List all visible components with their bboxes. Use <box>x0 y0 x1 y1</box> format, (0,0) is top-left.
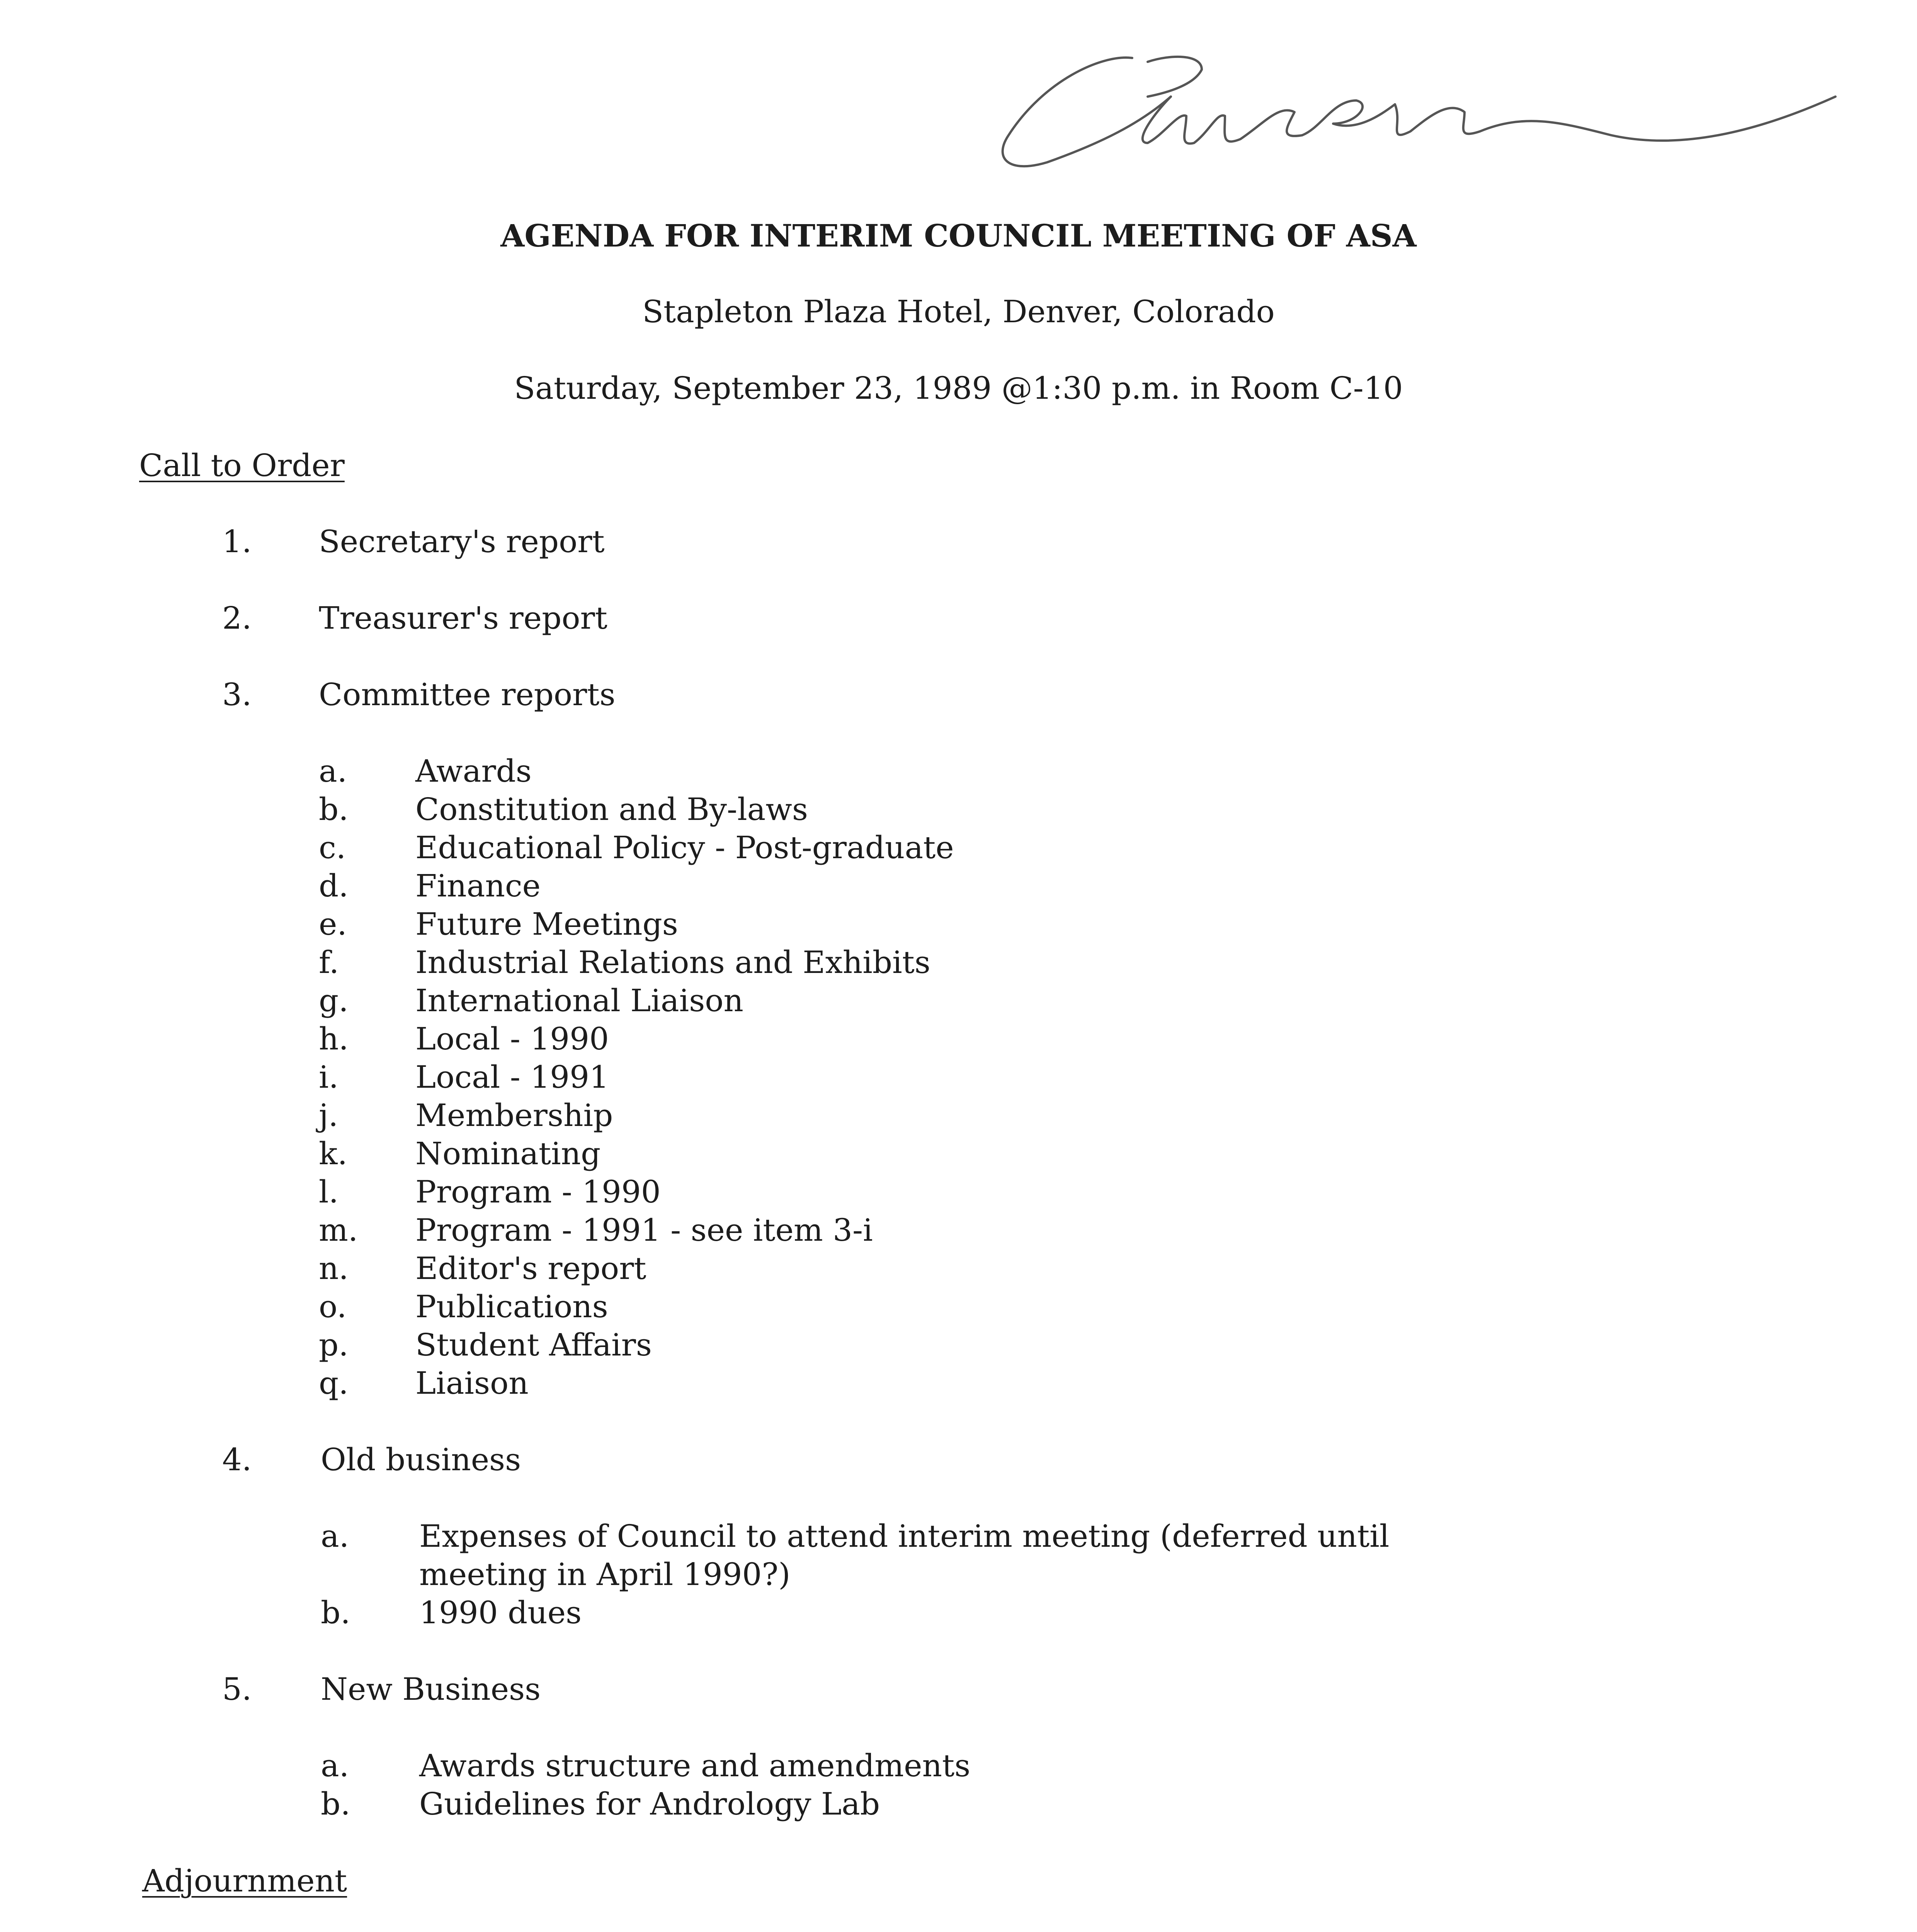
list-item-letter: c. <box>319 830 346 866</box>
list-item-letter: j. <box>319 1097 338 1133</box>
list-item: Program - 1990 <box>415 1174 661 1210</box>
list-item-letter: d. <box>319 868 349 904</box>
list-item: Industrial Relations and Exhibits <box>415 944 930 980</box>
item-old-business: Old business <box>321 1442 521 1478</box>
list-item-letter: a. <box>319 753 347 789</box>
list-item: Finance <box>415 868 541 904</box>
list-item-letter: e. <box>319 906 347 942</box>
list-item: Membership <box>415 1097 613 1133</box>
list-item: Future Meetings <box>415 906 678 942</box>
section-adjournment: Adjournment <box>142 1863 347 1899</box>
list-item: Editor's report <box>415 1250 646 1286</box>
list-item-letter: k. <box>319 1136 347 1172</box>
list-item: Local - 1991 <box>415 1059 609 1095</box>
list-item: Liaison <box>415 1365 529 1401</box>
list-item-continuation: meeting in April 1990?) <box>419 1556 791 1592</box>
list-item: Publications <box>415 1289 608 1325</box>
section-call-to-order: Call to Order <box>139 447 345 483</box>
list-item: Student Affairs <box>415 1327 652 1363</box>
meeting-location: Stapleton Plaza Hotel, Denver, Colorado <box>642 294 1275 330</box>
item-number: 3. <box>222 677 252 713</box>
list-item: International Liaison <box>415 983 743 1019</box>
list-item-letter: p. <box>319 1327 349 1363</box>
list-item: Nominating <box>415 1136 601 1172</box>
list-item-letter: b. <box>321 1786 350 1822</box>
meeting-datetime: Saturday, September 23, 1989 @1:30 p.m. in Room C-10 <box>514 370 1403 406</box>
item-number: 4. <box>222 1442 252 1478</box>
list-item-letter: n. <box>319 1250 349 1286</box>
list-item-letter: g. <box>319 983 349 1019</box>
list-item-letter: f. <box>319 944 339 980</box>
list-item: Local - 1990 <box>415 1021 609 1057</box>
list-item-letter: a. <box>321 1518 349 1554</box>
list-item-letter: a. <box>321 1748 349 1784</box>
list-item: 1990 dues <box>419 1595 582 1631</box>
list-item-letter: l. <box>319 1174 339 1210</box>
item-committee-reports: Committee reports <box>319 677 616 713</box>
list-item-letter: o. <box>319 1289 347 1325</box>
list-item: Awards <box>415 753 532 789</box>
item-treasurers-report: Treasurer's report <box>319 600 607 636</box>
list-item-letter: i. <box>319 1059 339 1095</box>
list-item-letter: m. <box>319 1212 358 1248</box>
item-new-business: New Business <box>321 1671 541 1707</box>
list-item: Awards structure and amendments <box>419 1748 971 1784</box>
page-title: AGENDA FOR INTERIM COUNCIL MEETING OF ASA <box>500 218 1417 254</box>
item-secretarys-report: Secretary's report <box>319 524 605 560</box>
item-number: 2. <box>222 600 252 636</box>
item-number: 5. <box>222 1671 252 1707</box>
item-number: 1. <box>222 524 252 560</box>
list-item: Guidelines for Andrology Lab <box>419 1786 880 1822</box>
list-item-letter: q. <box>319 1365 349 1401</box>
list-item-letter: b. <box>319 791 349 827</box>
list-item: Program - 1991 - see item 3-i <box>415 1212 873 1248</box>
list-item: Educational Policy - Post-graduate <box>415 830 954 866</box>
list-item-letter: h. <box>319 1021 349 1057</box>
signature-icon <box>985 46 1855 201</box>
list-item: Constitution and By-laws <box>415 791 808 827</box>
list-item-letter: b. <box>321 1595 350 1631</box>
list-item: Expenses of Council to attend interim meeting (deferred until <box>419 1518 1390 1554</box>
